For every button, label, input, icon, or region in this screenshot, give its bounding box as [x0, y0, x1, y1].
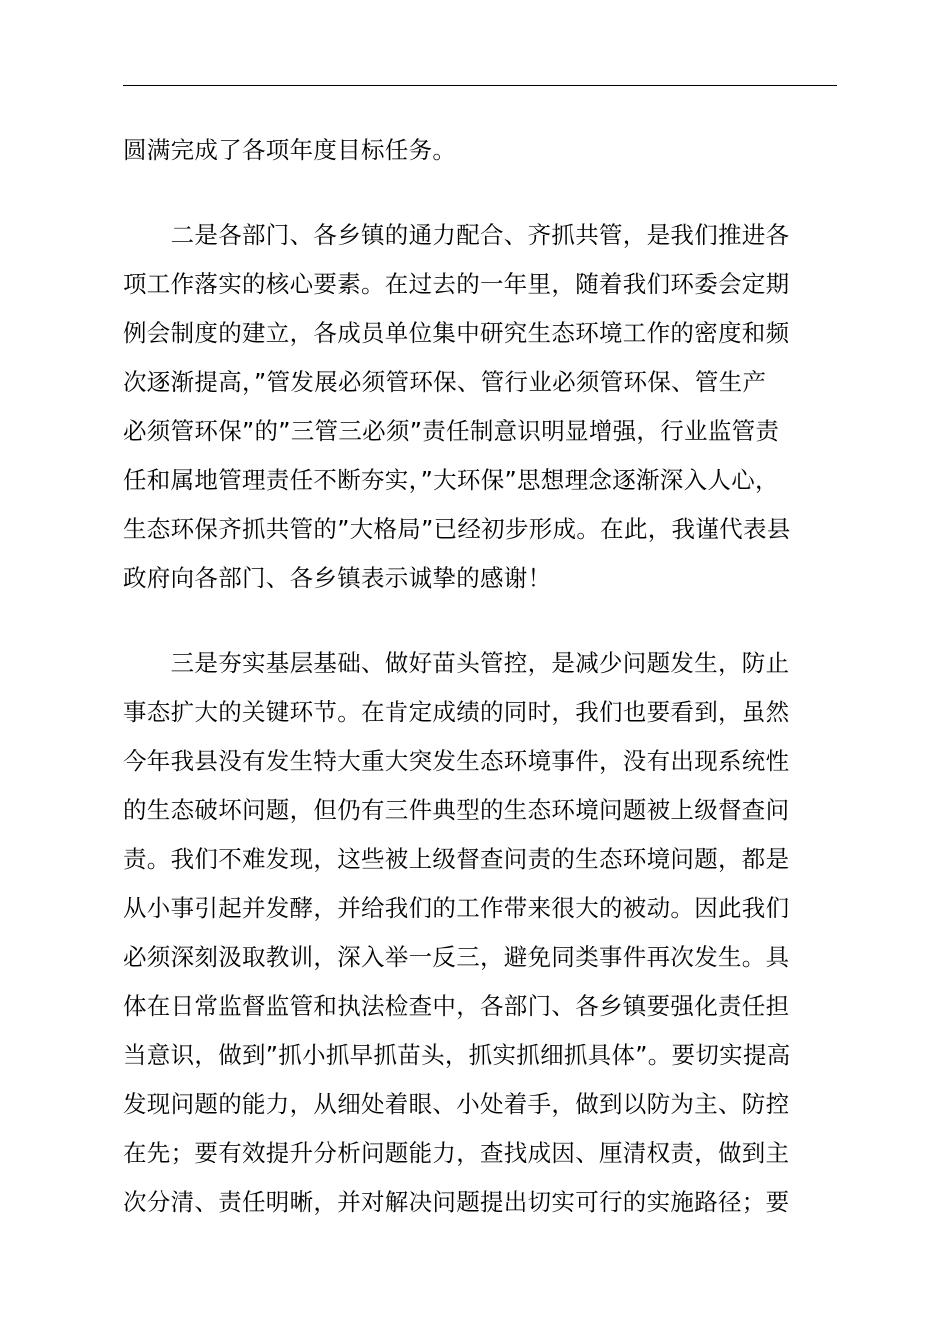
- text-line: 次逐渐提高，”管发展必须管环保、管行业必须管环保、管生产: [123, 368, 767, 396]
- text-line: 在先；要有效提升分析问题能力，查找成因、厘清权责，做到主: [123, 1139, 790, 1167]
- text-line: 生态环保齐抓共管的”大格局”已经初步形成。在此，我谨代表县: [123, 515, 791, 543]
- text-line: 从小事引起并发酵，并给我们的工作带来很大的被动。因此我们: [123, 894, 790, 922]
- text-line: 政府向各部门、各乡镇表示诚挚的感谢！: [123, 564, 552, 592]
- text-line: 圆满完成了各项年度目标任务。: [123, 136, 457, 164]
- text-line: 次分清、责任明晰，并对解决问题提出切实可行的实施路径；要: [123, 1188, 790, 1216]
- text-line: 任和属地管理责任不断夯实，”大环保”思想理念逐渐深入人心，: [123, 466, 779, 494]
- text-line: 今年我县没有发生特大重大突发生态环境事件，没有出现系统性: [123, 747, 790, 775]
- text-line: 必须深刻汲取教训，深入举一反三，避免同类事件再次发生。具: [123, 943, 790, 971]
- text-line: 三是夯实基层基础、做好苗头管控，是减少问题发生，防止: [123, 649, 790, 677]
- text-line: 例会制度的建立，各成员单位集中研究生态环境工作的密度和频: [123, 319, 790, 347]
- header-rule: [123, 85, 837, 86]
- text-line: 事态扩大的关键环节。在肯定成绩的同时，我们也要看到，虽然: [123, 698, 790, 726]
- text-line: 的生态破坏问题，但仍有三件典型的生态环境问题被上级督查问: [123, 796, 790, 824]
- text-line: 当意识，做到”抓小抓早抓苗头，抓实抓细抓具体”。要切实提高: [123, 1041, 791, 1069]
- text-line: 发现问题的能力，从细处着眼、小处着手，做到以防为主、防控: [123, 1090, 790, 1118]
- text-line: 必须管环保”的”三管三必须”责任制意识明显增强，行业监管责: [123, 417, 780, 445]
- text-line: 体在日常监督监管和执法检查中，各部门、各乡镇要强化责任担: [123, 992, 790, 1020]
- text-line: 项工作落实的核心要素。在过去的一年里，随着我们环委会定期: [123, 270, 790, 298]
- text-line: 责。我们不难发现，这些被上级督查问责的生态环境问题，都是: [123, 845, 790, 873]
- text-line: 二是各部门、各乡镇的通力配合、齐抓共管，是我们推进各: [123, 221, 790, 249]
